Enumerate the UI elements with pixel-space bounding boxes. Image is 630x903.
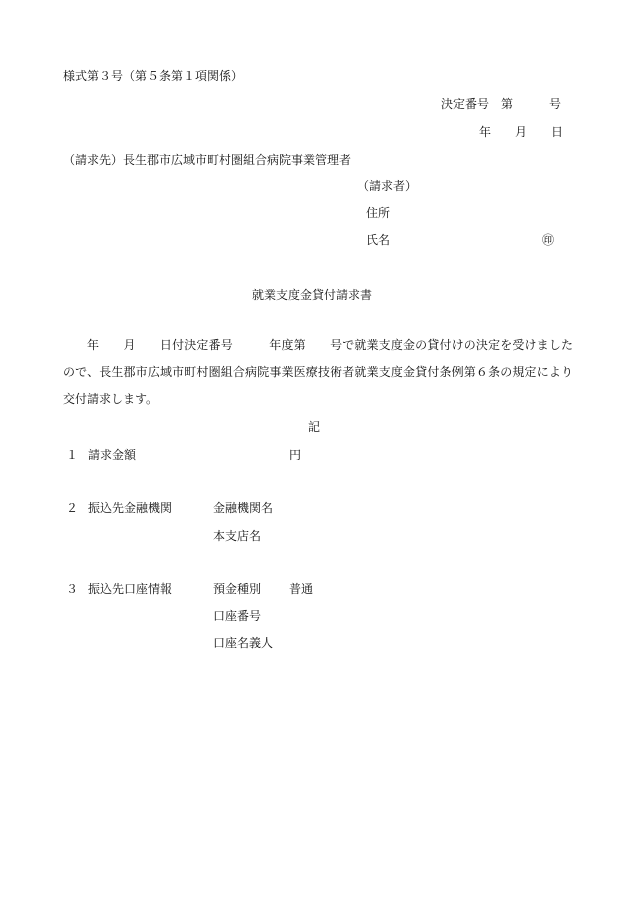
account-number-label: 口座番号 [213,609,262,623]
item-3-label: 振込先口座情報 [88,582,173,596]
requester-label: （請求者） [357,179,418,193]
decision-number: 決定番号 第 号 [441,97,562,111]
name-label: 氏名 [366,233,391,247]
account-holder-label: 口座名義人 [213,636,274,650]
ki-label: 記 [308,420,321,434]
item-1-unit: 円 [289,448,302,462]
form-label: 様式第３号（第５条第１項関係） [63,69,244,83]
deposit-type-value: 普通 [289,582,314,596]
item-3-number: ３ [66,582,79,596]
seal-mark: ㊞ [542,233,555,247]
bank-name-label: 金融機関名 [213,501,274,515]
branch-name-label: 本支店名 [213,529,262,543]
address-label: 住所 [366,206,391,220]
date-line: 年 月 日 [479,125,564,139]
item-1-number: １ [66,448,79,462]
deposit-type-label: 預金種別 [213,582,262,596]
addressee: （請求先）長生郡市広域市町村圏組合病院事業管理者 [63,153,352,167]
item-2-number: ２ [66,501,79,515]
request-body: 年 月 日付決定番号 年度第 号で就業支度金の貸付けの決定を受けましたので、長生郡市広域市町村圏組合病院事業医療技術者就業支度金貸付条例第６条の規定により交付請求します。 [63,338,573,406]
item-1-label: 請求金額 [88,448,137,462]
item-2-label: 振込先金融機関 [88,501,173,515]
document-title: 就業支度金貸付請求書 [252,288,373,302]
